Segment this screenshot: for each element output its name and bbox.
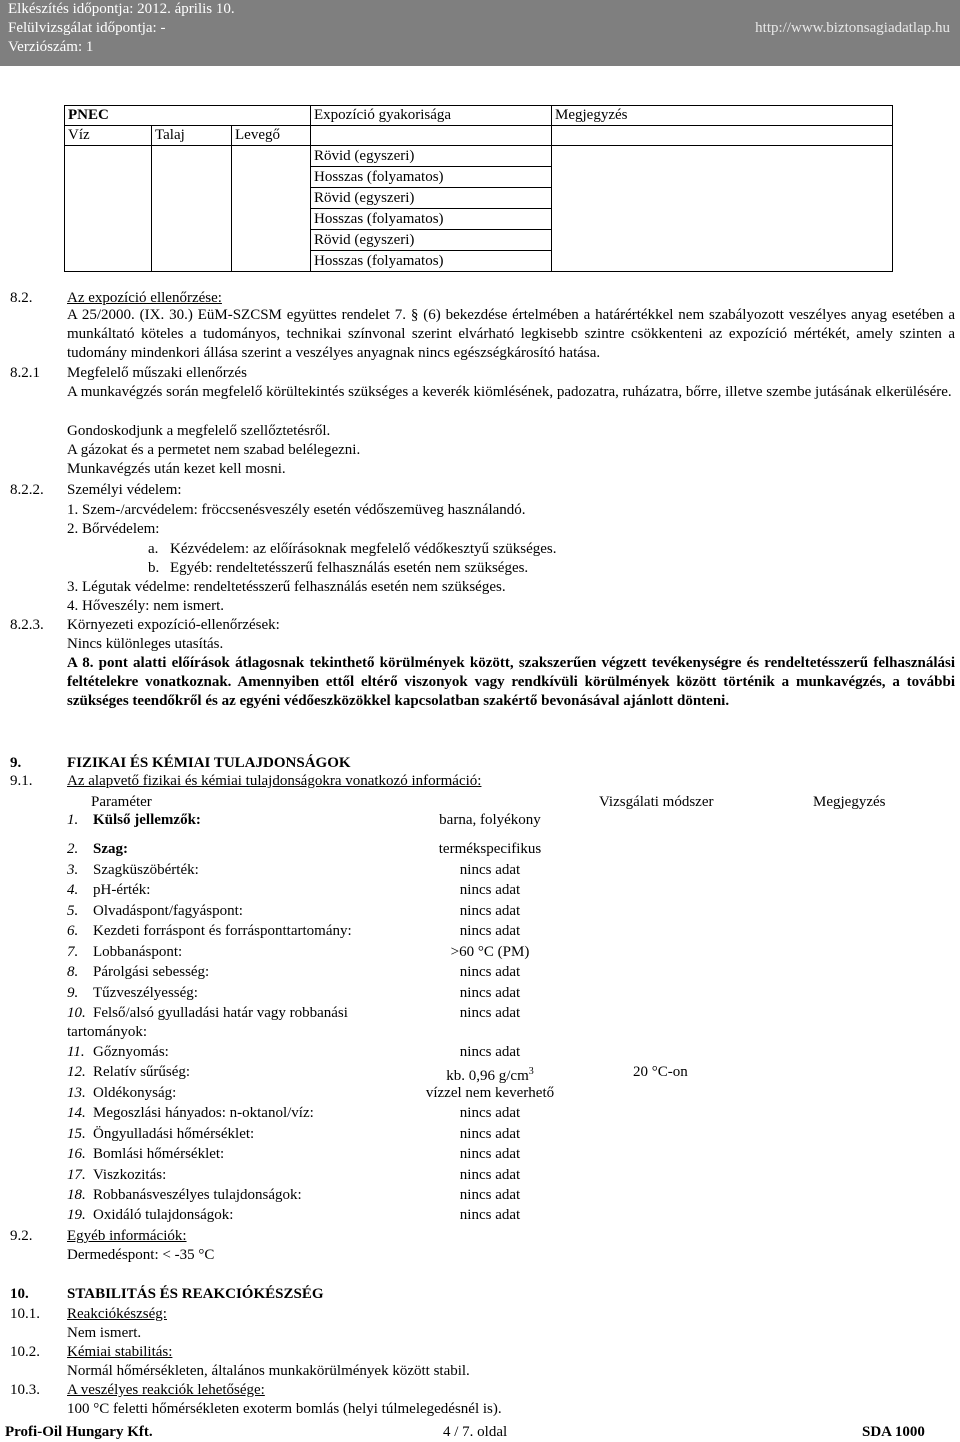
property-value — [426, 1084, 554, 1102]
property-value — [439, 840, 541, 858]
section-number: 10. — [10, 1286, 29, 1302]
property-value — [460, 1145, 520, 1163]
regulation-paragraph: A 25/2000. (IX. 30.) EüM-SZCSM együttes rendelet 7. § (6) bekezdése értelmében a határértékkel nem szabályozott veszélyes anyag esetében a munkáltató köteles a tudományos, technikai színvonal szerint elvárható legkisebb szintre csökkenteni az expozíció mértékét, amely szinten a tudomány mindenkori állása szerint a veszélyes anyagnak nincs egészségkárosító hatása. — [67, 307, 955, 361]
section-heading: STABILITÁS ÉS REAKCIÓKÉSZSÉG — [67, 1286, 324, 1302]
section-number: 10.3. — [10, 1382, 40, 1398]
section-number: 10.2. — [10, 1344, 40, 1360]
pnec-table — [64, 105, 893, 272]
air-header: Levegő — [232, 126, 311, 146]
property-note: 20 °C-on — [633, 1064, 688, 1080]
property-value-text: nincs adat — [459, 1146, 521, 1162]
list-item: Egyéb: rendeltetésszerű felhasználás esetén nem szükséges. — [170, 560, 529, 576]
pnec-header: PNEC — [65, 106, 311, 126]
section-number: 8.2.1 — [10, 365, 40, 381]
property-label: Relatív sűrűség: — [93, 1064, 191, 1080]
section-title: Egyéb információk: — [67, 1228, 187, 1244]
note-header: Megjegyzés — [552, 106, 893, 126]
property-value — [460, 1206, 520, 1224]
section-number: 10.1. — [10, 1306, 40, 1322]
property-label: pH-érték: — [93, 882, 151, 898]
property-value-text: termékspecifikus — [438, 841, 542, 857]
version-number: Verziószám: 1 — [8, 39, 94, 55]
property-value-text: nincs adat — [459, 1126, 521, 1142]
property-number: 15. — [67, 1126, 86, 1142]
text-line: Dermedéspont: < -35 °C — [67, 1247, 215, 1263]
property-value — [460, 881, 520, 899]
param-column-header: Paraméter — [91, 794, 152, 810]
property-value — [460, 1043, 520, 1061]
property-label: Bomlási hőmérséklet: — [93, 1146, 225, 1162]
list-item: 2. Bőrvédelem: — [67, 521, 160, 537]
property-label: Olvadáspont/fagyáspont: — [93, 903, 243, 919]
property-value — [460, 1166, 520, 1184]
property-value — [460, 1004, 520, 1022]
property-number: 5. — [67, 903, 79, 919]
property-number: 11. — [67, 1044, 85, 1060]
property-number: 7. — [67, 944, 79, 960]
property-value-text: nincs adat — [459, 1005, 521, 1021]
exposure-frequency-header: Expozíció gyakorisága — [311, 106, 552, 126]
property-number: 2. — [67, 841, 79, 857]
property-number: 10. — [67, 1005, 86, 1021]
frequency-cell: Rövid (egyszeri) — [311, 146, 551, 167]
section-title: Az alapvető fizikai és kémiai tulajdonságokra vonatkozó információ: — [67, 773, 482, 789]
property-value-text: nincs adat — [459, 923, 521, 939]
property-value-text: nincs adat — [459, 1187, 521, 1203]
property-value — [460, 922, 520, 940]
property-value — [460, 1125, 520, 1143]
text-line: Nincs különleges utasítás. — [67, 636, 224, 652]
footer-product: SDA 1000 — [862, 1424, 925, 1440]
frequency-cell: Hosszas (folyamatos) — [314, 253, 444, 269]
property-value-text: barna, folyékony — [439, 812, 541, 828]
section-number: 9.1. — [10, 773, 33, 789]
property-label: Párolgási sebesség: — [93, 964, 210, 980]
property-label: Kezdeti forráspont és forrásponttartomány: — [93, 923, 352, 939]
list-item: 4. Hőveszély: nem ismert. — [67, 598, 225, 614]
section-title: Kémiai stabilitás: — [67, 1344, 173, 1360]
property-number: 14. — [67, 1105, 86, 1121]
property-label: Tűzveszélyesség: — [93, 985, 198, 1001]
property-number: 17. — [67, 1167, 86, 1183]
section-title: Az expozíció ellenőrzése: — [67, 290, 222, 306]
property-value-text: vízzel nem keverhető — [425, 1085, 555, 1101]
property-value-text: kb. 0,96 g/cm — [446, 1068, 529, 1084]
property-number: 12. — [67, 1064, 86, 1080]
text-line: A gázokat és a permetet nem szabad belélegezni. — [67, 442, 361, 458]
bold-notice-paragraph: A 8. pont alatti előírások átlagosnak tekinthető körülmények között, szakszerűen végzett tevékenységre és rendeltetésszerű felhasználási feltételekre vonatkoznak. Amennyiben ettől eltérő viszonyok vagy rendkívüli körülmények között történik a munkavégzés, a további szükséges teendőkről és az egyéni védőeszközökkel kapcsolatban szakértő bevonásával ajánlott dönteni. — [67, 655, 955, 709]
property-value-text: nincs adat — [459, 882, 521, 898]
review-date: Felülvizsgálat időpontja: - — [8, 20, 166, 36]
property-value-text: nincs adat — [459, 1105, 521, 1121]
property-value — [451, 943, 530, 961]
property-value-text: nincs adat — [459, 1044, 521, 1060]
property-number: 9. — [67, 985, 79, 1001]
property-value — [460, 984, 520, 1002]
property-number: 19. — [67, 1207, 86, 1223]
property-value — [439, 811, 541, 829]
soil-header: Talaj — [152, 126, 232, 146]
property-value — [460, 861, 520, 879]
footer-company: Profi-Oil Hungary Kft. — [5, 1424, 153, 1440]
section-number: 8.2.2. — [10, 482, 44, 498]
frequency-list — [311, 146, 552, 272]
property-value-text: nincs adat — [459, 964, 521, 980]
property-value — [460, 1186, 520, 1204]
created-date: Elkészítés időpontja: 2012. április 10. — [8, 1, 235, 17]
property-value-text: nincs adat — [459, 862, 521, 878]
property-value-text: nincs adat — [459, 1207, 521, 1223]
property-label: Szag: — [93, 841, 128, 857]
water-header: Víz — [65, 126, 152, 146]
list-item: 1. Szem-/arcvédelem: fröccsenésveszély esetén védőszemüveg használandó. — [67, 502, 526, 518]
section-number: 8.2. — [10, 290, 33, 306]
section-title: Reakciókészség: — [67, 1306, 167, 1322]
list-item: 3. Légutak védelme: rendeltetésszerű felhasználás esetén nem szükséges. — [67, 579, 506, 595]
sub-letter: a. — [148, 541, 159, 557]
property-label: Gőznyomás: — [93, 1044, 169, 1060]
technical-control-paragraph: A munkavégzés során megfelelő körültekintés szükséges a keverék kiömlésének, padozatra, ruházatra, bőrre, illetve szembe jutásának elkerülésére. — [67, 384, 952, 400]
property-label: Külső jellemzők: — [93, 812, 201, 828]
property-number: 1. — [67, 812, 79, 828]
property-value-text: nincs adat — [459, 903, 521, 919]
list-item: Kézvédelem: az előírásoknak megfelelő védőkesztyű szükséges. — [170, 541, 557, 557]
property-number: 16. — [67, 1146, 86, 1162]
section-number: 9. — [10, 755, 22, 771]
property-value — [460, 963, 520, 981]
section-number: 9.2. — [10, 1228, 33, 1244]
method-column-header: Vizsgálati módszer — [599, 794, 714, 810]
text-line: Normál hőmérsékleten, általános munkakörülmények között stabil. — [67, 1363, 470, 1379]
property-label: Megoszlási hányados: n-oktanol/víz: — [93, 1105, 314, 1121]
section-number: 8.2.3. — [10, 617, 44, 633]
property-label: Öngyulladási hőmérséklet: — [93, 1126, 255, 1142]
property-label: Viszkozitás: — [93, 1167, 167, 1183]
section-title: Megfelelő műszaki ellenőrzés — [67, 365, 247, 381]
section-heading: FIZIKAI ÉS KÉMIAI TULAJDONSÁGOK — [67, 755, 351, 771]
property-number: 13. — [67, 1085, 86, 1101]
property-label: Szagküszöbérték: — [93, 862, 199, 878]
property-value — [460, 1104, 520, 1122]
property-label: Oldékonyság: — [93, 1085, 177, 1101]
website-url: http://www.biztonsagiadatlap.hu — [755, 20, 950, 36]
section-title: Személyi védelem: — [67, 482, 182, 498]
text-line: 100 °C feletti hőmérsékleten exoterm bomlás (helyi túlmelegedésnél is). — [67, 1401, 502, 1417]
property-number: 3. — [67, 862, 79, 878]
text-line: Nem ismert. — [67, 1325, 142, 1341]
sub-letter: b. — [148, 560, 160, 576]
document-header — [0, 0, 960, 66]
note-column-header: Megjegyzés — [813, 794, 886, 810]
frequency-cell: Hosszas (folyamatos) — [311, 209, 551, 230]
frequency-cell: Hosszas (folyamatos) — [311, 167, 551, 188]
footer-page-number: 4 / 7. oldal — [443, 1424, 508, 1440]
property-label: Lobbanáspont: — [93, 944, 183, 960]
property-label: tartományok: — [67, 1024, 147, 1040]
property-value-text: >60 °C (PM) — [450, 944, 530, 960]
section-title: Környezeti expozíció-ellenőrzések: — [67, 617, 280, 633]
property-label: Oxidáló tulajdonságok: — [93, 1207, 234, 1223]
property-number: 4. — [67, 882, 79, 898]
property-value-text: nincs adat — [459, 985, 521, 1001]
property-label: Felső/alsó gyulladási határ vagy robbanási — [93, 1005, 348, 1021]
frequency-cell: Rövid (egyszeri) — [311, 230, 551, 251]
property-value — [460, 902, 520, 920]
property-number: 18. — [67, 1187, 86, 1203]
property-value — [446, 1063, 534, 1085]
property-value-superscript: 3 — [528, 1066, 534, 1077]
property-number: 8. — [67, 964, 79, 980]
section-title: A veszélyes reakciók lehetősége: — [67, 1382, 265, 1398]
property-label: Robbanásveszélyes tulajdonságok: — [93, 1187, 302, 1203]
frequency-cell: Rövid (egyszeri) — [311, 188, 551, 209]
property-number: 6. — [67, 923, 79, 939]
text-line: Gondoskodjunk a megfelelő szellőztetésről. — [67, 423, 331, 439]
property-value-text: nincs adat — [459, 1167, 521, 1183]
text-line: Munkavégzés után kezet kell mosni. — [67, 461, 286, 477]
